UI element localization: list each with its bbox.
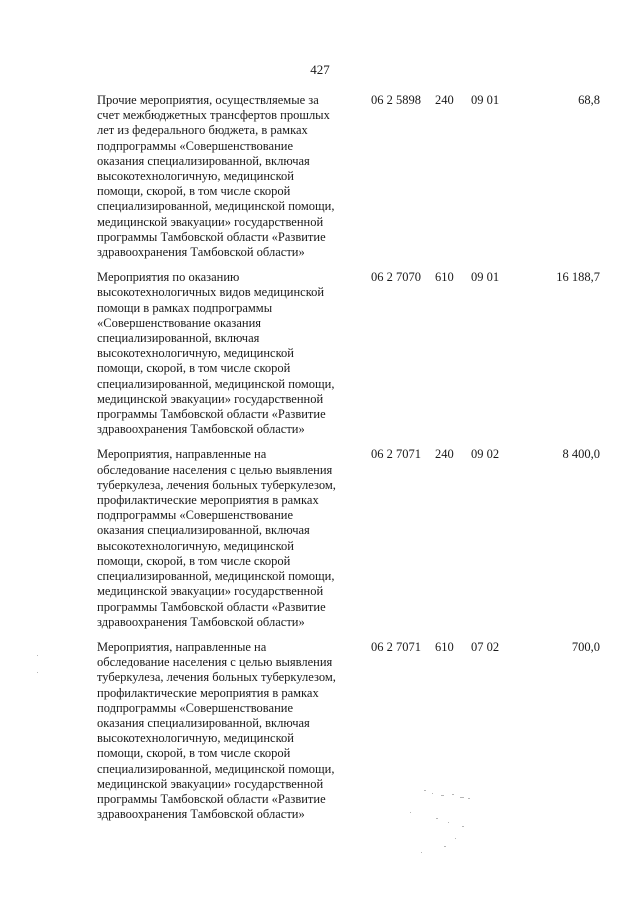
row-amount: 68,8: [578, 93, 600, 107]
row-amount: 8 400,0: [562, 447, 600, 462]
row-target-code: 06 2 5898: [371, 93, 421, 107]
row-description: Прочие мероприятия, осуществляемые за счет межбюджетных трансфертов прошлых лет из федерального бюджета, в рамках подпрограммы «Совершенствование оказания специализированной, включая высокотехнологичную, медицинской помощи, скорой, в том числе скорой специализированной, медицинской помощи, медицинской эвакуации» государственной программы Тамбовской области «Развитие здравоохранения Тамбовской области»: [97, 93, 335, 260]
row-description: Мероприятия по оказанию высокотехнологичных видов медицинской помощи в рамках подпрограммы «Совершенствование оказания специализированной, включая высокотехнологичную, медицинской помощи, скорой, в том числе скорой специализированной, медицинской помощи, медицинской эвакуации» государственной программы Тамбовской области «Развитие здравоохранения Тамбовской области»: [97, 270, 335, 437]
row-section: 07 02: [471, 639, 500, 654]
row-expense-type: 610: [435, 639, 454, 654]
page-number: 427: [310, 62, 330, 77]
row-expense-type: 610: [435, 270, 454, 285]
row-description: Мероприятия, направленные на обследование населения с целью выявления туберкулеза, лечения больных туберкулезом, профилактические мероприятия в рамках подпрограммы «Совершенствование оказания специализированной, включая высокотехнологичную, медицинской помощи, скорой, в том числе скорой специализированной, медицинской помощи, медицинской эвакуации» государственной программы Тамбовской области «Развитие здравоохранения Тамбовской области»: [97, 447, 336, 629]
row-section: 09 02: [471, 447, 500, 462]
row-section: 09 01: [471, 270, 500, 285]
row-description: Мероприятия, направленные на обследование населения с целью выявления туберкулеза, лечения больных туберкулезом, профилактические мероприятия в рамках подпрограммы «Совершенствование оказания специализированной, включая высокотехнологичную, медицинской помощи, скорой, в том числе скорой специализированной, медицинской помощи, медицинской эвакуации» государственной программы Тамбовской области «Развитие здравоохранения Тамбовской области»: [97, 639, 336, 822]
row-target-code: 06 2 7071: [371, 639, 421, 654]
row-amount: 700,0: [571, 639, 600, 654]
row-amount: 16 188,7: [556, 270, 600, 285]
row-target-code: 06 2 7071: [371, 447, 421, 462]
row-target-code: 06 2 7070: [371, 270, 421, 285]
row-expense-type: 240: [435, 447, 454, 462]
row-expense-type: 240: [435, 93, 454, 107]
row-section: 09 01: [471, 93, 500, 107]
